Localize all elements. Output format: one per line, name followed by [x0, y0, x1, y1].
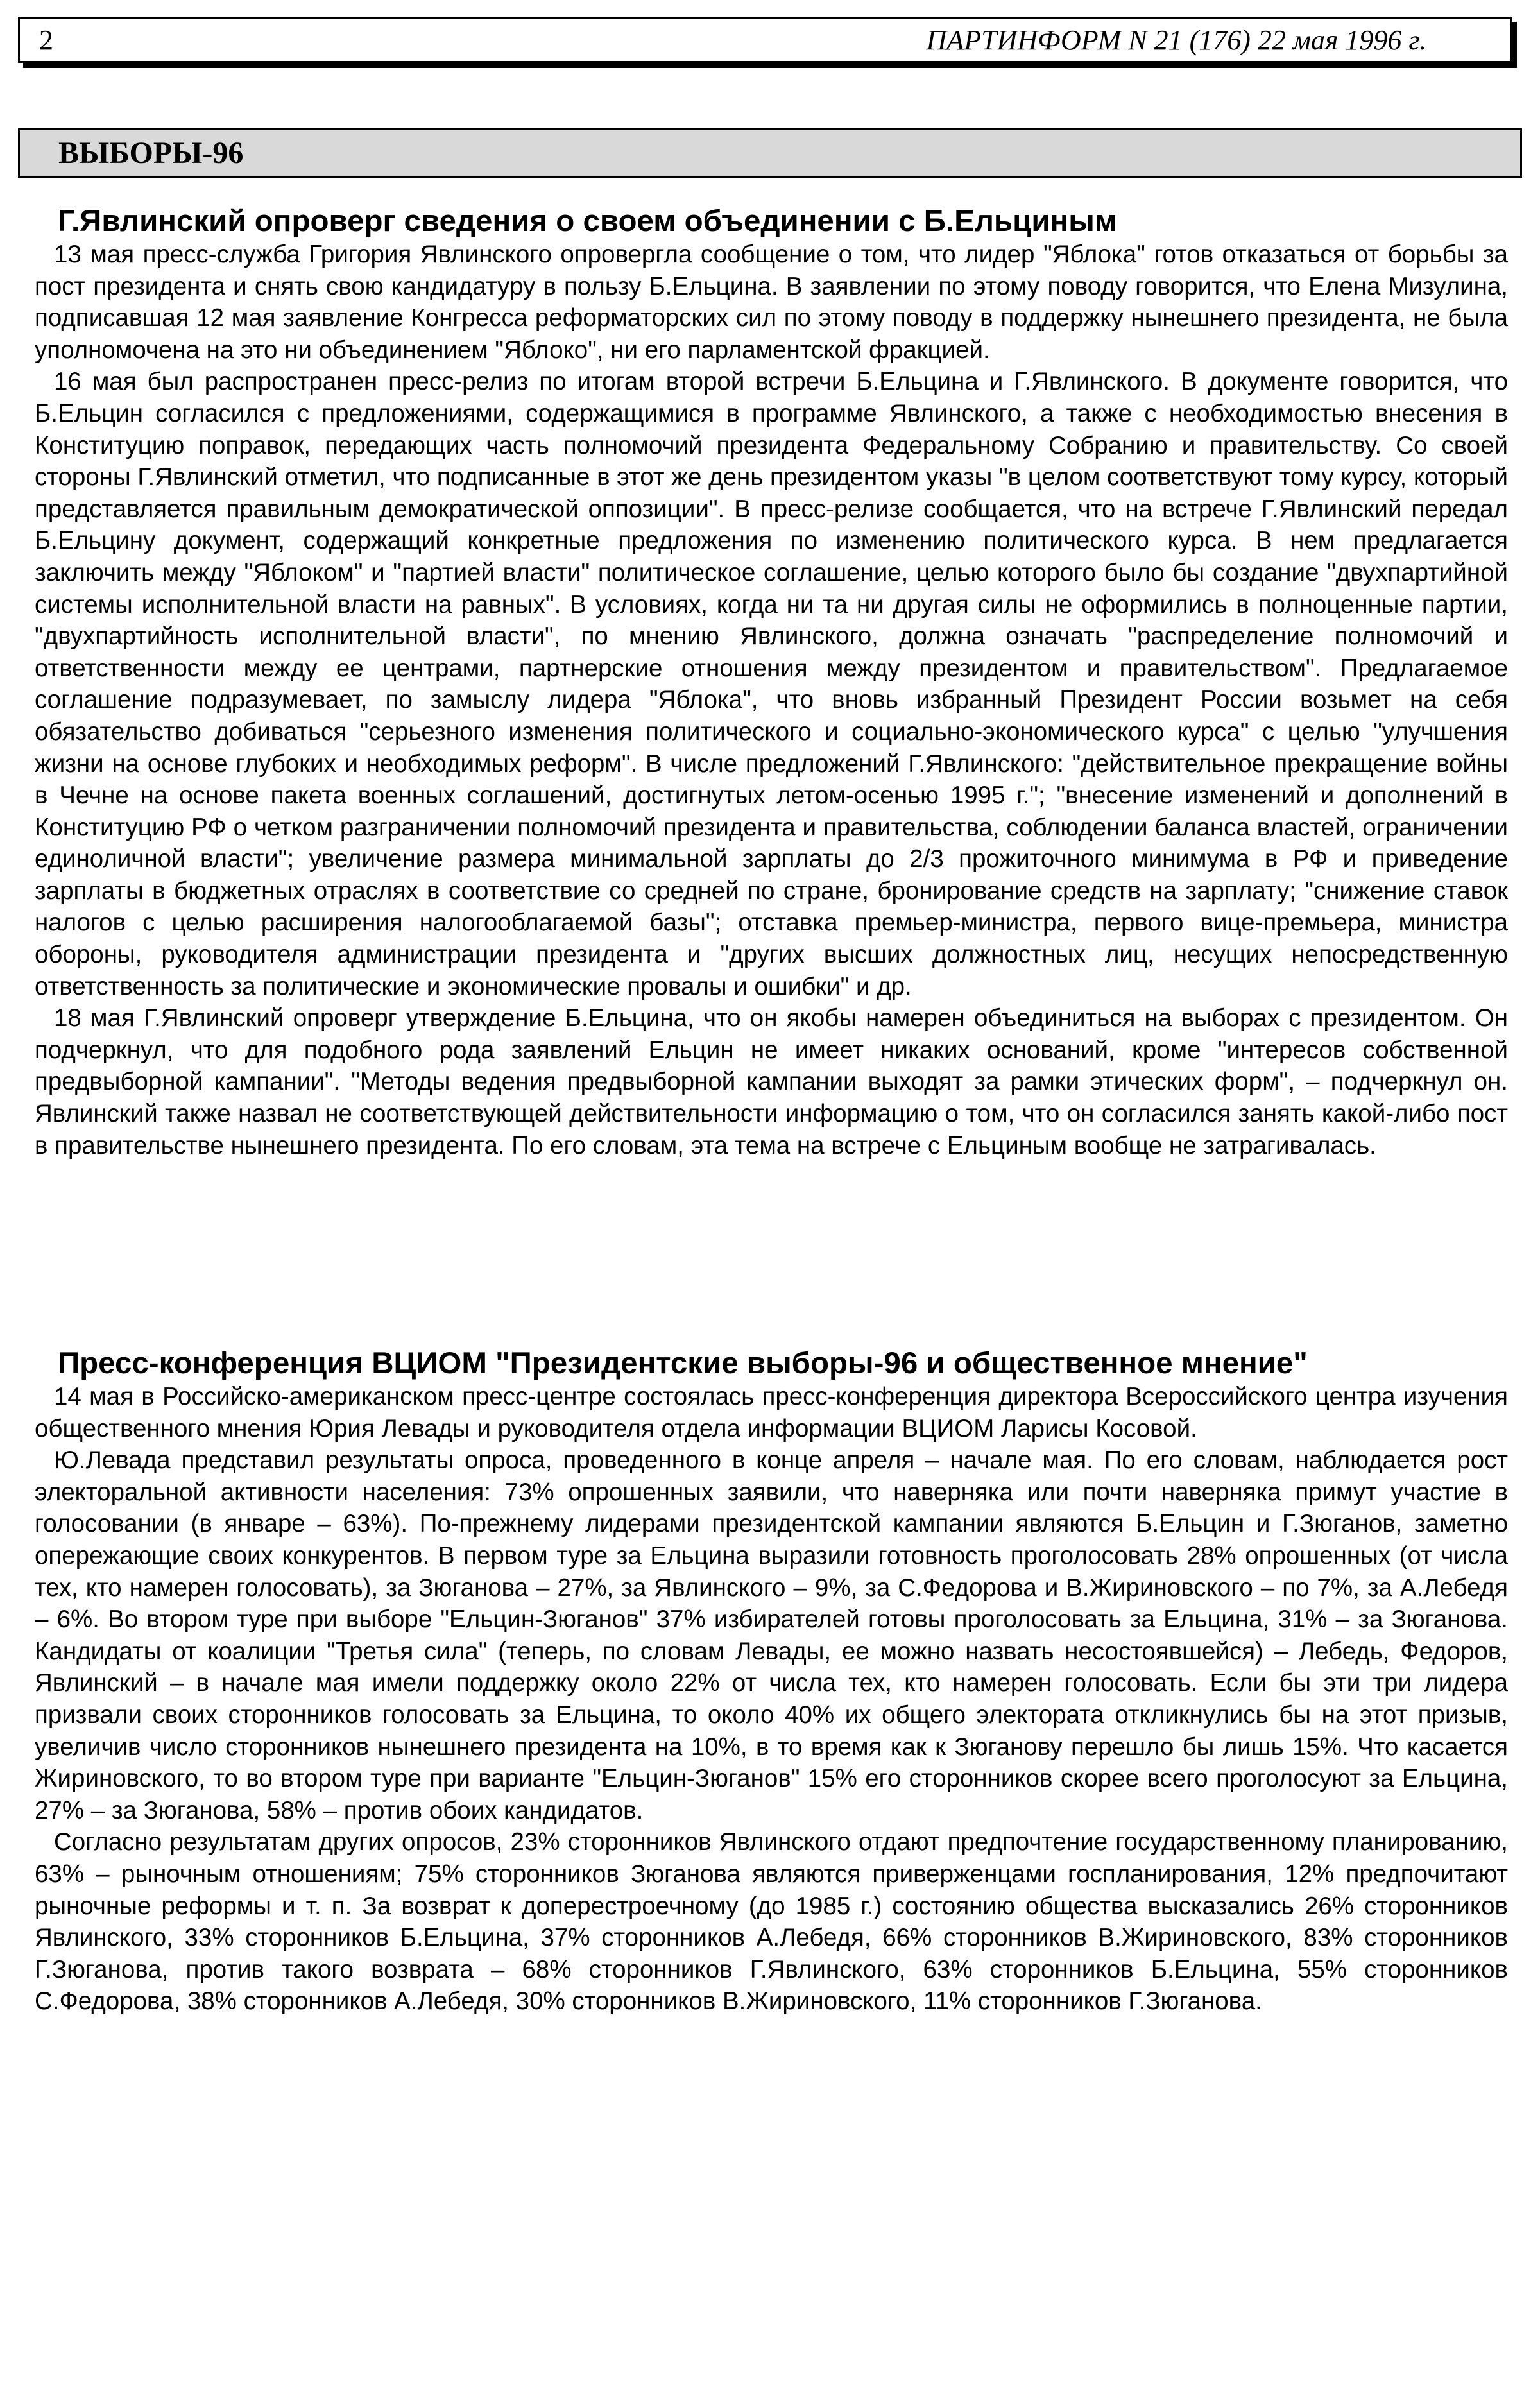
section-header [18, 128, 1522, 178]
article-paragraph: 18 мая Г.Явлинский опроверг утверждение Б.Ельцина, что он якобы намерен объединиться на выборах с президентом. Он подчеркнул, что для подобного рода заявлений Ельцин не имеет никаких оснований, кроме "интересов собственной предвыборной кампании". "Методы ведения предвыборной кампании выходят за рамки этических форм", – подчеркнул он. Явлинский также назвал не соответствующей действительности информацию о том, что он согласился занять какой-либо пост в правительстве нынешнего президента. По его словам, эта тема на встрече с Ельциным вообще не затрагивалась. [35, 1004, 1508, 1160]
article-paragraph: Согласно результатам других опросов, 23% сторонников Явлинского отдают предпочтение государственному планированию, 63% – рыночным отношениям; 75% сторонников Зюганова являются приверженцами госпланирования, 12% предпочитают рыночные реформы и т. п. За возврат к доперестроечному (до 1985 г.) состоянию общества высказались 26% сторонников Явлинского, 33% сторонников Б.Ельцина, 37% сторонников А.Лебедя, 66% сторонников В.Жириновского, 83% сторонников Г.Зюганова, против такого возврата – 68% сторонников Г.Явлинского, 63% сторонников Б.Ельцина, 55% сторонников С.Федорова, 38% сторонников А.Лебедя, 30% сторонников В.Жириновского, 11% сторонников Г.Зюганова. [35, 1828, 1508, 2016]
article-headline: Пресс-конференция ВЦИОМ "Президентские выборы-96 и общественное мнение" [58, 1346, 1308, 1380]
article-paragraph: 13 мая пресс-служба Григория Явлинского опровергла сообщение о том, что лидер "Яблока" готов отказаться от борьбы за пост президента и снять свою кандидатуру в пользу Б.Ельцина. В заявлении по этому поводу говорится, что Елена Мизулина, подписавшая 12 мая заявление Конгресса реформаторских сил по этому поводу в поддержку нынешнего президента, не была уполномочена на это ни объединением "Яблоко", ни его парламентской фракцией. [35, 241, 1508, 364]
article-yavlinsky [35, 204, 1508, 1161]
article-paragraph: 16 мая был распространен пресс-релиз по итогам второй встречи Б.Ельцина и Г.Явлинского. В документе говорится, что Б.Ельцин согласился с предложениями, содержащимися в программе Явлинского, а также с необходимостью внесения в Конституцию поправок, передающих часть полномочий президента Федеральному Собранию и правительству. Со своей стороны Г.Явлинский отметил, что подписанные в этот же день президентом указы "в целом соответствуют тому курсу, который представляется правильным демократической оппозиции". В пресс-релизе сообщается, что на встрече Г.Явлинский передал Б.Ельцину документ, содержащий конкретные предложения по изменению политического курса. В нем предлагается заключить между "Яблоком" и "партией власти" политическое соглашение, целью которого было бы создание "двухпартийной системы исполнительной власти на равных". В условиях, когда ни та ни другая силы не оформились в полноценные партии, "двухпартийность исполнительной власти", по мнению Явлинского, должна означать "распределение полномочий и ответственности между ее центрами, партнерские отношения между президентом и правительством". Предлагаемое соглашение подразумевает, по замыслу лидера "Яблока", что вновь избранный Президент России возьмет на себя обязательство добиваться "серьезного изменения политического и социально-экономического курса" с целью "улучшения жизни на основе глубоких и необходимых реформ". В числе предложений Г.Явлинского: "действительное прекращение войны в Чечне на основе пакета военных соглашений, достигнутых летом-осенью 1995 г."; "внесение изменений и дополнений в Конституцию РФ о четком разграничении полномочий президента и правительства, соблюдении баланса властей, ограничении единоличной власти"; увеличение размера минимальной зарплаты до 2/3 прожиточного минимума в РФ и приведение зарплаты в бюджетных отраслях в соответствие со средней по стране, бронирование средств на зарплату; "снижение ставок налогов с целью расширения налогооблагаемой базы"; отставка премьер-министра, первого вице-премьера, министра обороны, руководителя администрации президента и "других высших должностных лиц, несущих непосредственную ответственность за политические и экономические провалы и ошибки" и др. [35, 368, 1508, 1000]
article-vciom [35, 1346, 1508, 2018]
article-paragraph: 14 мая в Российско-американском пресс-центре состоялась пресс-конференция директора Всероссийского центра изучения общественного мнения Юрия Левады и руководителя отдела информации ВЦИОМ Ларисы Косовой. [35, 1383, 1508, 1443]
article-paragraph: Ю.Левада представил результаты опроса, проведенного в конце апреля – начале мая. По его словам, наблюдается рост электоральной активности населения: 73% опрошенных заявили, что наверняка или почти наверняка примут участие в голосовании (в январе – 63%). По-прежнему лидерами президентской кампании являются Б.Ельцин и Г.Зюганов, заметно опережающие своих конкурентов. В первом туре за Ельцина выразили готовность проголосовать 28% опрошенных (от числа тех, кто намерен голосовать), за Зюганова – 27%, за Явлинского – 9%, за С.Федорова и В.Жириновского – по 7%, за А.Лебедя – 6%. Во втором туре при выборе "Ельцин-Зюганов" 37% избирателей готовы проголосовать за Ельцина, 31% – за Зюганова. Кандидаты от коалиции "Третья сила" (теперь, по словам Левады, ее можно назвать несостоявшейся) – Лебедь, Федоров, Явлинский – в начале мая имели поддержку около 22% от числа тех, кто намерен голосовать. Если бы эти три лидера призвали своих сторонников голосовать за Ельцина, то около 40% их общего электората откликнулись бы на этот призыв, увеличив число сторонников нынешнего президента на 10%, в то время как к Зюганову перешло бы лишь 15%. Что касается Жириновского, то во втором туре при варианте "Ельцин-Зюганов" 15% его сторонников скорее всего проголосуют за Ельцина, 27% – за Зюганова, 58% – против обоих кандидатов. [35, 1446, 1508, 1824]
page-number: 2 [39, 24, 53, 56]
article-headline: Г.Явлинский опроверг сведения о своем объединении с Б.Ельциным [58, 204, 1117, 238]
publication-title: ПАРТИНФОРМ N 21 (176) 22 мая 1996 г. [926, 24, 1426, 56]
page-header [18, 17, 1512, 63]
section-title: ВЫБОРЫ-96 [58, 136, 244, 170]
